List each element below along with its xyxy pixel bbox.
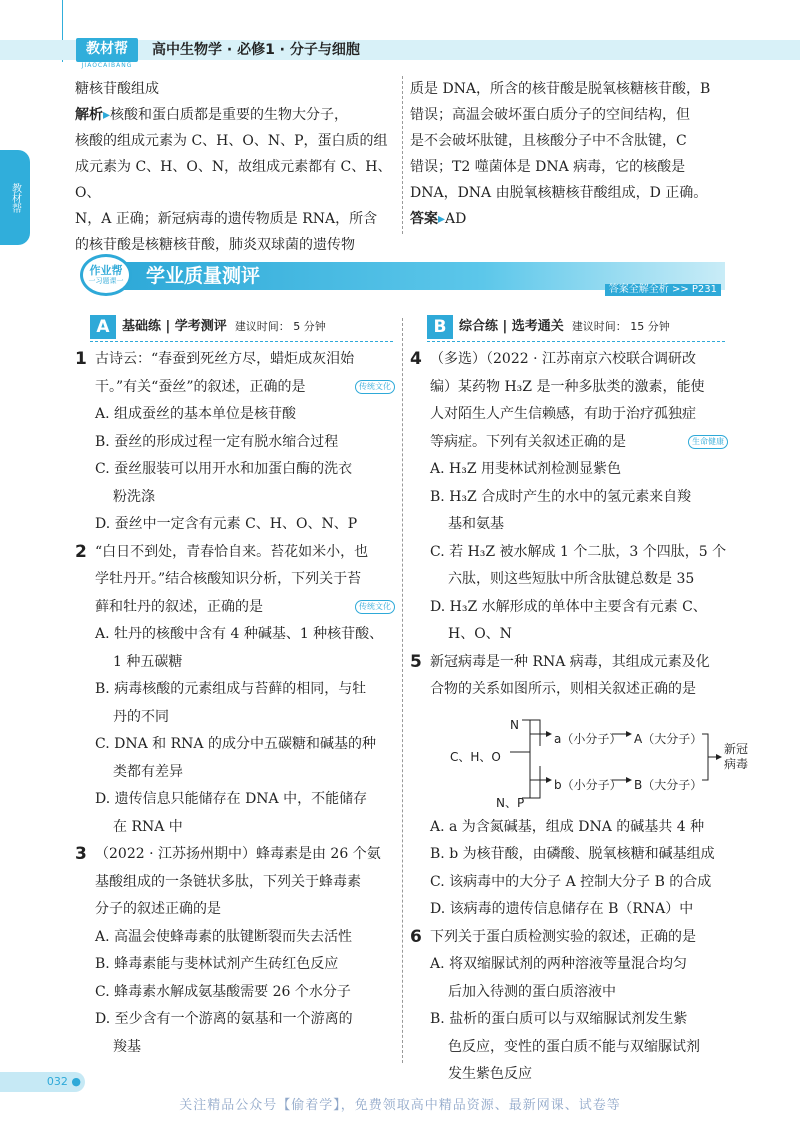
section-badge-subtitle: 一习题课一 [88,277,124,285]
question-stem-text: 干。”有关“蚕丝”的叙述，正确的是 [95,378,306,395]
column-divider [402,76,403,234]
page-header [0,0,800,69]
analysis-line: 是不会破坏肽键，且核酸分子中不含肽键，C [410,133,687,149]
option-text: 丹的不同 [113,708,169,725]
part-b-letter: B [427,315,453,339]
option-d[interactable] [430,594,728,649]
footer-promo: 关注精品公众号【偷着学】，免费领取高中精品资源、最新网课、试卷等 [179,1098,621,1113]
part-b-name: 综合练 | 选考通关 [459,319,564,334]
analysis-line: 错误；T2 噬菌体是 DNA 病毒，它的核酸是 [410,159,686,175]
analysis-line: 糖核苷酸组成 [75,81,159,97]
diagram-n-node: N [510,717,519,732]
diagram-np-node: N、P [496,795,525,810]
option-text: D. 遗传信息只能储存在 DNA 中，不能储存 [95,791,368,807]
option-b[interactable] [430,484,728,539]
question-2 [75,539,395,842]
question-stem-line: 下列关于蛋白质检测实验的叙述，正确的是 [430,928,696,945]
option-d[interactable]: D. 该病毒的遗传信息储存在 B（RNA）中 [430,901,694,917]
column-divider [402,318,403,1063]
left-question-column [75,346,395,1061]
question-number: 3 [75,844,87,864]
option-text: 基和氨基 [448,516,504,532]
question-6 [410,924,728,1089]
brand-logo-subtitle: JIAOCAIBANG [81,62,133,69]
question-stem-text: 藓和牡丹的叙述，正确的是 [95,598,263,615]
question-stem-line [95,374,395,402]
topic-tag: 生命健康 [688,435,728,449]
option-a[interactable]: A. H₃Z 用斐林试剂检测显紫色 [430,461,622,477]
brand-logo: 教材帮 [76,38,138,62]
question-stem-line: 基酸组成的一条链状多肽，下列关于蜂毒素 [95,873,361,890]
page-number [0,1072,85,1092]
option-text: 在 RNA 中 [113,818,183,835]
option-a[interactable] [95,621,395,676]
option-text: 后加入待测的蛋白质溶液中 [448,983,616,1000]
option-c[interactable] [95,456,395,511]
option-text: 1 种五碳糖 [113,653,183,670]
analysis-line: 错误；高温会破坏蛋白质分子的空间结构，但 [410,107,690,123]
question-number: 2 [75,541,87,562]
option-c[interactable]: C. 该病毒中的大分子 A 控制大分子 B 的合成 [430,873,712,890]
option-c[interactable] [95,731,395,786]
diagram-big-b-node: B（大分子） [634,777,703,792]
option-text: B. 盐析的蛋白质可以与双缩脲试剂发生紫 [430,1011,688,1027]
question-stem-line [95,594,395,622]
section-badge-title: 作业帮 [89,264,123,277]
diagram-big-a-node: A（大分子） [634,731,703,746]
analysis-line: DNA，DNA 由脱氧核糖核苷酸组成，D 正确。 [410,185,708,201]
analysis-left-column [75,76,395,258]
diagram-virus-node: 新冠病毒 [724,741,749,771]
question-stem-line: “白日不到处，青春恰自来。苔花如米小，也 [95,543,369,560]
page-number-text: 032 [46,1075,68,1088]
question-stem-line: 合物的关系如图所示，则相关叙述正确的是 [430,681,696,697]
option-a[interactable]: A. a 为含氮碱基，组成 DNA 的碱基共 4 种 [430,818,705,835]
section-banner [80,254,725,296]
question-number: 1 [75,349,87,369]
option-text: A. 将双缩脲试剂的两种溶液等量混合均匀 [430,956,688,972]
option-b[interactable] [430,1006,728,1089]
option-d[interactable] [95,786,395,841]
analysis-label: 解析 [75,107,103,123]
option-c[interactable]: C. 蜂毒素水解成氨基酸需要 26 个水分子 [95,983,351,1000]
option-text: 粉洗涤 [113,488,155,505]
question-stem-line [430,429,728,457]
answer-line: 答案▸AD [410,211,467,227]
right-question-column [410,346,749,1089]
question-stem-line: 人对陌生人产生信赖感，有助于治疗孤独症 [430,406,696,422]
option-a[interactable]: A. 高温会使蜂毒素的肽键断裂而失去活性 [95,928,353,945]
question-stem-line: 新冠病毒是一种 RNA 病毒，其组成元素及化 [430,653,710,670]
question-stem-line: （2022 · 江苏扬州期中）蜂毒素是由 26 个氨 [95,846,381,862]
part-a-header [90,314,326,340]
topic-tag: 传统文化 [355,380,395,394]
option-text: 发生紫色反应 [448,1066,532,1082]
bullet-icon: ● [71,1075,81,1088]
question-5 [410,649,749,924]
section-badge [80,254,132,296]
option-a[interactable] [430,951,728,1006]
question-stem-line: 编）某药物 H₃Z 是一种多肽类的激素，能使 [430,378,705,395]
analysis-line: 质是 DNA，所含的核苷酸是脱氧核糖核苷酸，B [410,81,711,97]
answer-value: AD [445,211,467,227]
part-b-underline [427,341,725,342]
question-number: 6 [410,926,422,947]
option-text: A. 牡丹的核酸中含有 4 种碱基、1 种核苷酸、 [95,626,384,642]
question-3 [75,841,395,1061]
analysis-line: 解析▸核酸和蛋白质都是重要的生物大分子， [75,107,349,123]
option-text: 类都有差异 [113,763,183,780]
option-b[interactable]: B. 蚕丝的形成过程一定有脱水缩合过程 [95,433,339,450]
option-text: H、O、N [448,626,512,642]
diagram-cho-node: C、H、O [450,749,501,764]
option-text: C. 蚕丝服装可以用开水和加蛋白酶的洗衣 [95,461,353,477]
option-text: D. 至少含有一个游离的氨基和一个游离的 [95,1011,353,1027]
question-stem-text: 等病症。下列有关叙述正确的是 [430,433,626,450]
analysis-line: 成元素为 C、H、O、N，故组成元素都有 C、H、O、 [75,159,392,201]
question-4 [410,346,728,649]
question-stem-line: 古诗云：“春蚕到死丝方尽，蜡炬成灰泪始 [95,351,355,367]
question-number: 5 [410,651,422,672]
option-text: B. H₃Z 合成时产生的水中的氢元素来自羧 [430,488,692,505]
question-1 [75,346,395,539]
section-title: 学业质量测评 [146,265,261,287]
option-c[interactable] [430,539,728,594]
book-title: 高中生物学 · 必修1 · 分子与细胞 [152,42,360,58]
option-b[interactable] [95,676,395,731]
analysis-text: 核酸和蛋白质都是重要的生物大分子， [110,107,349,123]
part-b-time: 建议时间： 15 分钟 [571,320,670,333]
option-text: C. DNA 和 RNA 的成分中五碳糖和碱基的种 [95,736,376,752]
option-text: D. H₃Z 水解形成的单体中主要含有元素 C、 [430,598,707,615]
option-d[interactable]: D. 蚕丝中一定含有元素 C、H、O、N、P [95,516,358,532]
part-b-header [427,314,670,340]
option-text: 六肽，则这些短肽中所含肽键总数是 35 [448,571,695,587]
question-number: 4 [410,349,422,369]
composition-diagram [450,706,749,812]
option-text: B. 病毒核酸的元素组成与苔藓的相同，与牡 [95,681,367,697]
option-b[interactable]: B. b 为核苷酸，由磷酸、脱氧核糖和碱基组成 [430,846,715,862]
part-a-name: 基础练 | 学考测评 [122,319,227,334]
diagram-b-node: b（小分子） [554,777,622,792]
option-a[interactable]: A. 组成蚕丝的基本单位是核苷酸 [95,406,297,422]
topic-tag: 传统文化 [355,600,395,614]
option-d[interactable] [95,1006,395,1061]
analysis-right-column [410,76,725,232]
option-text: 色反应，变性的蛋白质不能与双缩脲试剂 [448,1038,700,1055]
option-b[interactable]: B. 蜂毒素能与斐林试剂产生砖红色反应 [95,956,339,972]
option-text: 羧基 [113,1038,141,1055]
part-a-underline [90,341,393,342]
question-stem-line: （多选）（2022 · 江苏南京六校联合调研改 [430,351,696,367]
part-a-letter: A [90,315,116,339]
answer-reference-link[interactable]: 答案全解全析 >> P231 [605,284,721,296]
side-tab: 教材帮 [0,150,30,245]
option-text: C. 若 H₃Z 被水解成 1 个二肽，3 个四肽，5 个 [430,543,727,560]
question-stem-line: 学牡丹开。”结合核酸知识分析，下列关于苔 [95,571,362,587]
analysis-line: 核酸的组成元素为 C、H、O、N、P，蛋白质的组 [75,133,388,149]
question-stem-line: 分子的叙述正确的是 [95,901,221,917]
analysis-line: 的核苷酸是核糖核苷酸，肺炎双球菌的遗传物 [75,237,355,253]
answer-label: 答案 [410,211,438,227]
part-a-time: 建议时间： 5 分钟 [234,320,326,333]
diagram-a-node: a（小分子） [554,731,622,746]
analysis-line: N，A 正确；新冠病毒的遗传物质是 RNA，所含 [75,211,378,227]
